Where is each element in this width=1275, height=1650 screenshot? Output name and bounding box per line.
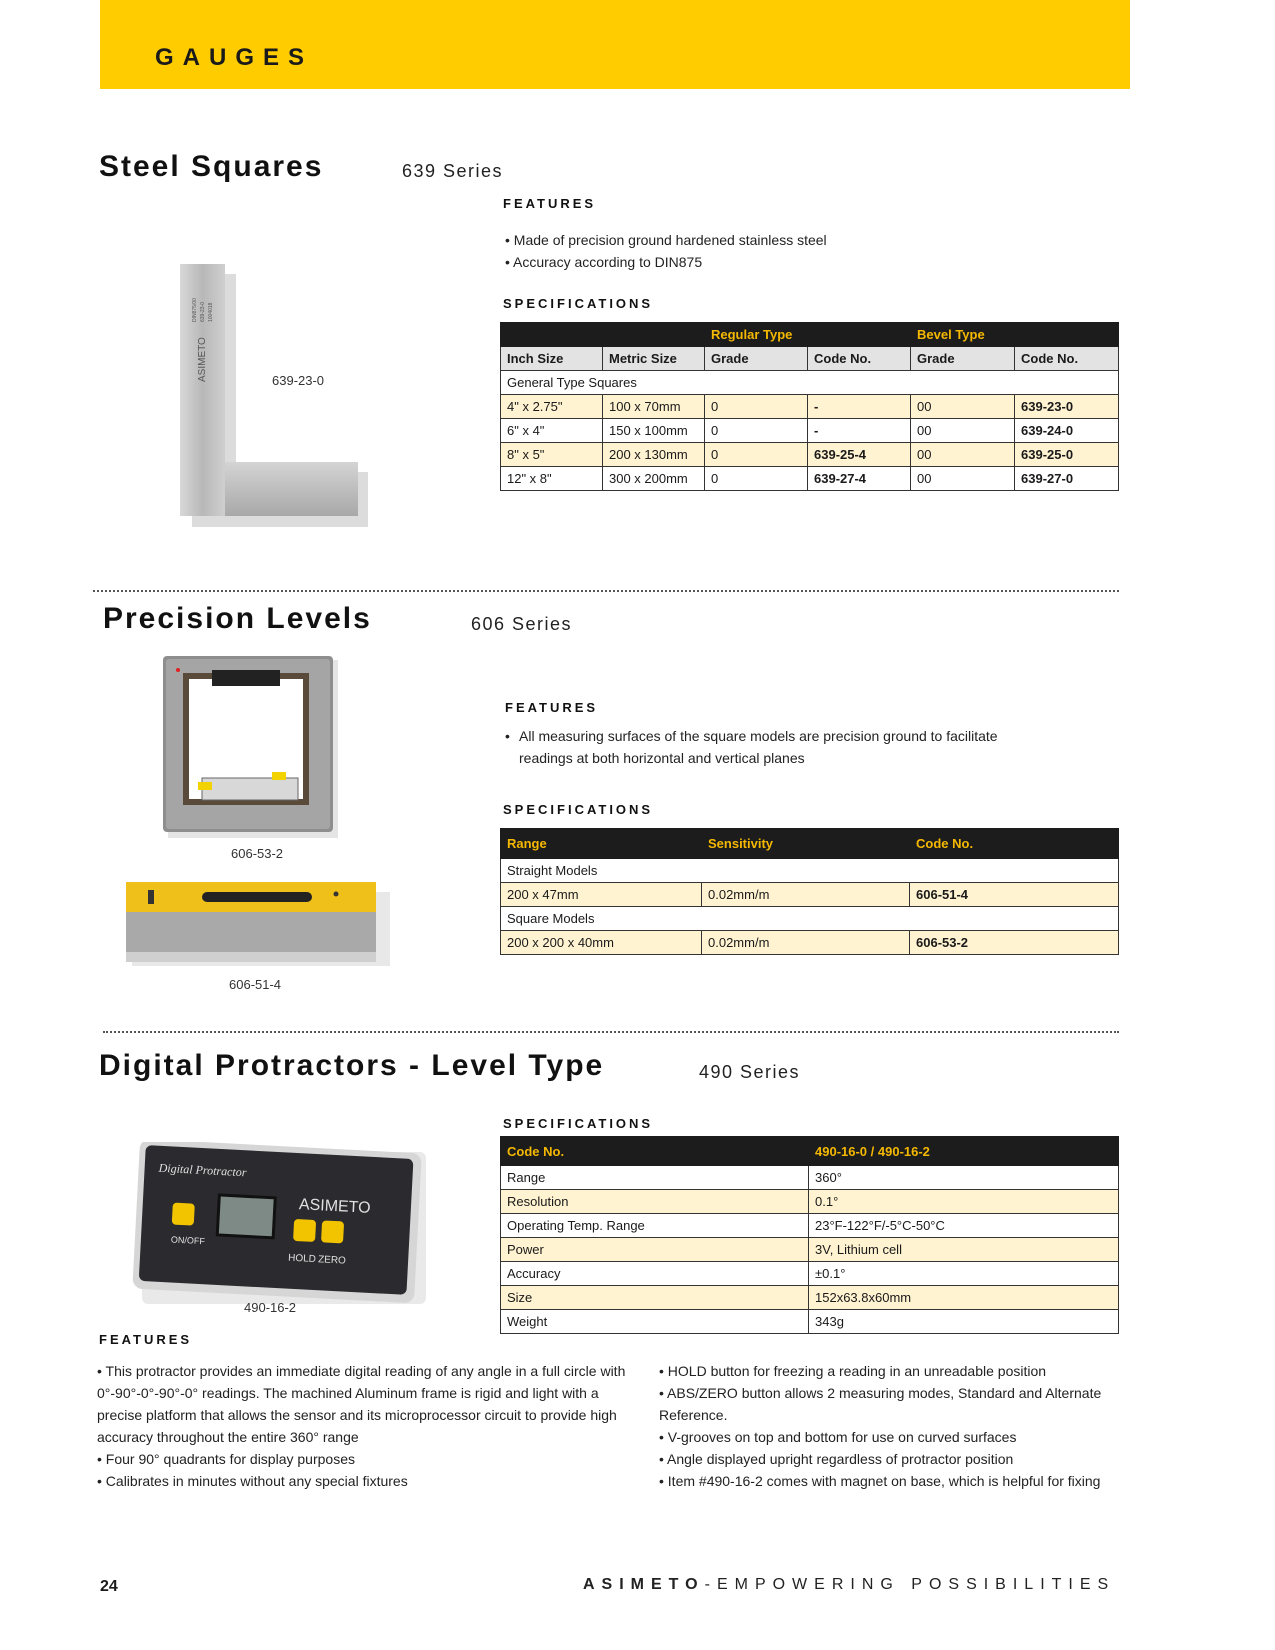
table-cell: 6" x 4": [501, 419, 603, 443]
feature-item: • Calibrates in minutes without any special fixtures: [97, 1473, 408, 1489]
table-row: [501, 1286, 1119, 1310]
table-cell: Power: [501, 1238, 809, 1262]
group-label: Square Models: [501, 907, 1119, 931]
steel-square-image: [170, 262, 370, 527]
table-cell: 639-25-4: [808, 443, 911, 467]
table-cell: 639-27-4: [808, 467, 911, 491]
table-cell: 00: [911, 419, 1015, 443]
table-cell: 639-27-0: [1015, 467, 1119, 491]
table-cell: 200 x 47mm: [501, 883, 702, 907]
digital-protractor-caption: 490-16-2: [244, 1300, 297, 1315]
table-cell: 360°: [809, 1166, 1119, 1190]
digital-protractors-title: Digital Protractors - Level Type: [99, 1049, 605, 1082]
column-header: Grade: [911, 347, 1015, 371]
table-cell: Resolution: [501, 1190, 809, 1214]
precision-levels-series: 606 Series: [471, 614, 573, 634]
table-cell: 4" x 2.75": [501, 395, 603, 419]
digital-protractors-features-left: [97, 1360, 642, 1492]
table-cell: 00: [911, 443, 1015, 467]
table-cell: 200 x 200 x 40mm: [501, 931, 702, 955]
column-header: Grade: [705, 347, 808, 371]
feature-item: • Made of precision ground hardened stainless steel: [505, 232, 827, 248]
precision-levels-features-heading: FEATURES: [505, 700, 599, 715]
table-cell: -: [808, 395, 911, 419]
table-cell: -: [808, 419, 911, 443]
steel-square-serial: 1004018: [208, 302, 214, 322]
table-cell: 639-25-0: [1015, 443, 1119, 467]
table-cell: 8" x 5": [501, 443, 603, 467]
straight-level-image: [124, 880, 394, 970]
table-cell: 639-23-0: [1015, 395, 1119, 419]
precision-levels-title: Precision Levels: [103, 602, 372, 635]
feature-item: • Angle displayed upright regardless of protractor position: [659, 1451, 1014, 1467]
table-group-row: [501, 859, 1119, 883]
table-row: [501, 1262, 1119, 1286]
feature-item: • Item #490-16-2 comes with magnet on base, which is helpful for fixing: [659, 1473, 1101, 1489]
table-cell: Size: [501, 1286, 809, 1310]
table-cell: 200 x 130mm: [603, 443, 705, 467]
table-row: [501, 1214, 1119, 1238]
column-header: Sensitivity: [702, 829, 910, 859]
table-row: [501, 419, 1119, 443]
table-cell: 639-24-0: [1015, 419, 1119, 443]
feature-item: • HOLD button for freezing a reading in an unreadable position: [659, 1363, 1047, 1379]
footer-tagline: [583, 1576, 1115, 1594]
steel-squares-title: Steel Squares: [99, 150, 324, 183]
table-row: [501, 1166, 1119, 1190]
group-header: Bevel Type: [911, 323, 1119, 347]
steel-squares-features-heading: FEATURES: [503, 196, 597, 211]
precision-levels-specs-heading: SPECIFICATIONS: [503, 802, 654, 817]
feature-item: • Four 90° quadrants for display purposes: [97, 1451, 355, 1467]
table-header-row: [501, 347, 1119, 371]
banner-title: GAUGES: [155, 44, 314, 71]
digital-protractors-specs-heading: SPECIFICATIONS: [503, 1116, 654, 1131]
device-hold-label: HOLD: [287, 1252, 317, 1266]
digital-protractors-series: 490 Series: [699, 1062, 801, 1082]
section-divider: [93, 590, 1119, 592]
column-header: Inch Size: [501, 347, 603, 371]
table-row: [501, 883, 1119, 907]
steel-square-code: 639-23-0: [200, 301, 206, 322]
device-zero-label: ZERO: [317, 1254, 347, 1267]
table-cell: 343g: [809, 1310, 1119, 1334]
table-cell: 0: [705, 443, 808, 467]
table-cell: 606-53-2: [910, 931, 1119, 955]
column-header: 490-16-0 / 490-16-2: [809, 1137, 1119, 1166]
device-brand: ASIMETO: [298, 1196, 372, 1217]
table-cell: 150 x 100mm: [603, 419, 705, 443]
table-group-row: [501, 907, 1119, 931]
table-cell: 606-51-4: [910, 883, 1119, 907]
straight-level-caption: 606-51-4: [229, 977, 282, 992]
steel-squares-series: 639 Series: [402, 161, 504, 181]
table-group-header-row: [501, 323, 1119, 347]
steel-squares-specs-heading: SPECIFICATIONS: [503, 296, 654, 311]
feature-item: • V-grooves on top and bottom for use on curved surfaces: [659, 1429, 1017, 1445]
table-row: [501, 395, 1119, 419]
table-cell: 3V, Lithium cell: [809, 1238, 1119, 1262]
column-header: Code No.: [1015, 347, 1119, 371]
table-cell: Operating Temp. Range: [501, 1214, 809, 1238]
table-cell: 0: [705, 467, 808, 491]
table-cell: 23°F-122°F/-5°C-50°C: [809, 1214, 1119, 1238]
group-header: Regular Type: [705, 323, 911, 347]
table-cell: 00: [911, 467, 1015, 491]
table-cell: 300 x 200mm: [603, 467, 705, 491]
table-row: [501, 931, 1119, 955]
table-cell: 152x63.8x60mm: [809, 1286, 1119, 1310]
table-cell: Range: [501, 1166, 809, 1190]
table-cell: 00: [911, 395, 1015, 419]
column-header: Code No.: [910, 829, 1119, 859]
column-header: Metric Size: [603, 347, 705, 371]
steel-square-caption: 639-23-0: [272, 373, 325, 388]
digital-protractors-features-heading: FEATURES: [99, 1332, 193, 1347]
square-level-caption: 606-53-2: [231, 846, 284, 861]
group-label: Straight Models: [501, 859, 1119, 883]
precision-levels-features: [505, 725, 1039, 769]
precision-levels-spec-table: [500, 828, 1119, 955]
table-cell: 0.1°: [809, 1190, 1119, 1214]
footer-slogan: -EMPOWERING POSSIBILITIES: [704, 1576, 1116, 1593]
digital-protractors-spec-table: [500, 1136, 1119, 1334]
table-cell: 0: [705, 395, 808, 419]
table-row: [501, 1238, 1119, 1262]
table-row: [501, 443, 1119, 467]
group-label: General Type Squares: [501, 371, 1119, 395]
table-cell: Weight: [501, 1310, 809, 1334]
square-level-image: [160, 652, 340, 840]
bullet-dot: •: [505, 728, 510, 744]
steel-squares-spec-table: [500, 322, 1119, 491]
feature-item: • ABS/ZERO button allows 2 measuring modes, Standard and Alternate Reference.: [659, 1385, 1102, 1423]
table-row: [501, 1310, 1119, 1334]
digital-protractors-features-right: [659, 1360, 1119, 1492]
table-cell: 0: [705, 419, 808, 443]
table-cell: 12" x 8": [501, 467, 603, 491]
feature-item: • Accuracy according to DIN875: [505, 254, 703, 270]
section-divider: [103, 1031, 1119, 1033]
table-cell: ±0.1°: [809, 1262, 1119, 1286]
steel-square-brand: ASIMETO: [197, 337, 208, 382]
steel-squares-features: [505, 229, 1065, 273]
table-row: [501, 467, 1119, 491]
feature-item: • This protractor provides an immediate digital reading of any angle in a full circle with 0°-90°-0°-90°-0° readings. The machined Aluminum frame is rigid and light with a precise platform that allows the sensor and its microprocessor circuit to provide high accuracy throughout the entire 360° range: [97, 1363, 626, 1445]
page-number: 24: [100, 1578, 118, 1595]
table-cell: Accuracy: [501, 1262, 809, 1286]
device-onoff-label: ON/OFF: [170, 1234, 206, 1247]
footer-brand: ASIMETO: [583, 1576, 705, 1593]
table-header-row: [501, 829, 1119, 859]
table-cell: 0.02mm/m: [702, 883, 910, 907]
column-header: Code No.: [501, 1137, 809, 1166]
steel-square-din: DIN875/00: [192, 298, 198, 322]
column-header: Range: [501, 829, 702, 859]
table-header-row: [501, 1137, 1119, 1166]
device-label: Digital Protractor: [158, 1160, 247, 1180]
table-row: [501, 1190, 1119, 1214]
table-cell: 0.02mm/m: [702, 931, 910, 955]
table-group-row: [501, 371, 1119, 395]
column-header: Code No.: [808, 347, 911, 371]
digital-protractor-image: [132, 1142, 432, 1312]
table-cell: 100 x 70mm: [603, 395, 705, 419]
feature-item: All measuring surfaces of the square models are precision ground to facilitate readings at both horizontal and vertical planes: [519, 728, 998, 766]
